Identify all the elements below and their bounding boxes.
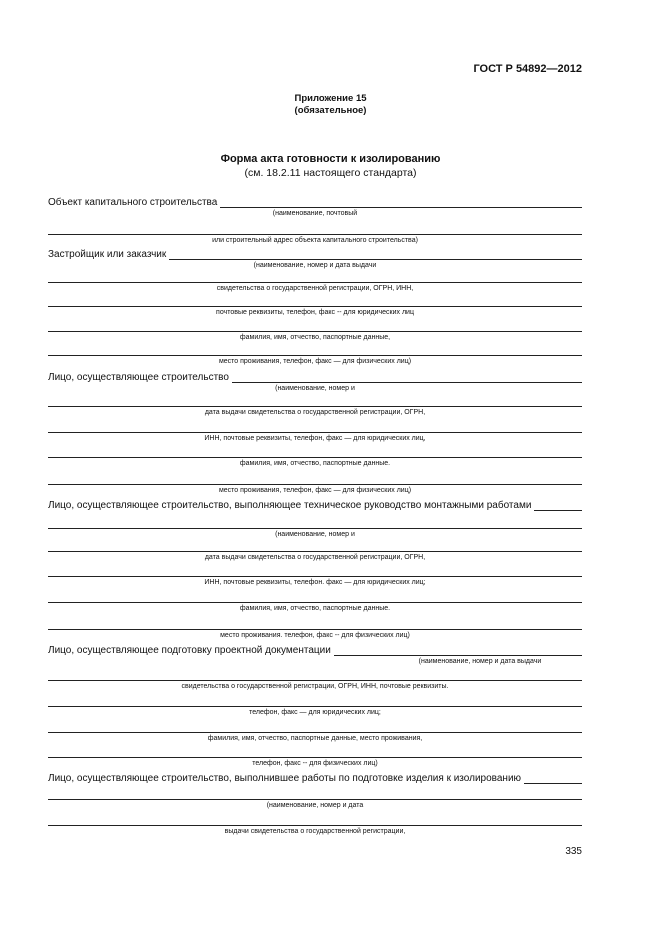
designer-hint-5: телефон, факс -- для физических лиц) [252, 760, 378, 767]
preparer-label: Лицо, осуществляющее строительство, выполнившее работы по подготовке изделия к изолированию [48, 773, 524, 784]
fill-line [48, 629, 582, 630]
page-number: 335 [565, 846, 582, 857]
preparer-hint-2: выдачи свидетельства о государственной регистрации, [224, 828, 406, 835]
developer-hint-1: (наименование, номер и дата выдачи [253, 262, 377, 269]
developer-hint-4: фамилия, имя, отчество, паспортные данные, [239, 334, 391, 341]
fill-line [48, 757, 582, 758]
developer-hint-5: место проживания, телефон, факс — для физических лиц) [218, 358, 412, 365]
form-subtitle: (см. 18.2.11 настоящего стандарта) [244, 167, 417, 179]
fill-line [48, 306, 582, 307]
builder-hint-4: фамилия, имя, отчество, паспортные данные. [239, 460, 391, 467]
builder-label: Лицо, осуществляющее строительство [48, 372, 232, 383]
fill-line [48, 432, 582, 433]
builder-hint-2: дата выдачи свидетельства о государственной регистрации, ОГРН, [204, 409, 426, 416]
builder-hint-5: место проживания, телефон, факс — для физических лиц) [218, 487, 412, 494]
supervisor-hint-3: ИНН, почтовые реквизиты, телефон. факс — для юридических лиц; [204, 579, 426, 586]
form-title: Форма акта готовности к изолированию [220, 153, 441, 165]
developer-hint-3: почтовые реквизиты, телефон, факс -- для юридических лиц [216, 309, 414, 316]
fill-line [48, 457, 582, 458]
standard-number: ГОСТ Р 54892—2012 [473, 63, 582, 75]
fill-line [48, 406, 582, 407]
object-hint-1: (наименование, почтовый [272, 210, 358, 217]
supervisor-hint-1: (наименование, номер и [275, 531, 355, 538]
fill-line [48, 355, 582, 356]
supervisor-hint-5: место проживания. телефон, факс -- для физических лиц) [220, 632, 410, 639]
designer-hint-1: (наименование, номер и дата выдачи [418, 658, 542, 665]
supervisor-hint-2: дата выдачи свидетельства о государственной регистрации, ОГРН, [204, 554, 426, 561]
builder-hint-1: (наименование, номер и [275, 385, 355, 392]
designer-hint-2: свидетельства о государственной регистрации, ОГРН, ИНН, почтовые реквизиты. [181, 683, 449, 690]
annex-status: (обязательное) [294, 105, 367, 116]
fill-line [48, 799, 582, 800]
developer-label: Застройщик или заказчик [48, 249, 169, 260]
fill-line [48, 576, 582, 577]
fill-line [48, 680, 582, 681]
annex-title: Приложение 15 [294, 93, 367, 104]
supervisor-label: Лицо, осуществляющее строительство, выполняющее техническое руководство монтажными работами [48, 500, 534, 511]
fill-line [48, 234, 582, 235]
fill-line [48, 706, 582, 707]
fill-line [48, 602, 582, 603]
designer-hint-3: телефон, факс — для юридических лиц; [249, 709, 381, 716]
fill-line [48, 331, 582, 332]
designer-label: Лицо, осуществляющее подготовку проектной документации [48, 645, 334, 656]
object-hint-2: или строительный адрес объекта капитального строительства) [212, 237, 418, 244]
supervisor-hint-4: фамилия, имя, отчество, паспортные данные. [239, 605, 391, 612]
fill-line [48, 732, 582, 733]
designer-hint-4: фамилия, имя, отчество, паспортные данные, место проживания, [207, 735, 423, 742]
builder-hint-3: ИНН, почтовые реквизиты, телефон, факс — для юридических лиц, [204, 435, 426, 442]
preparer-hint-1: (наименование, номер и дата [266, 802, 364, 809]
fill-line [48, 528, 582, 529]
fill-line [48, 282, 582, 283]
fill-line [48, 825, 582, 826]
object-label: Объект капитального строительства [48, 197, 220, 208]
fill-line [48, 551, 582, 552]
developer-hint-2: свидетельства о государственной регистрации, ОГРН, ИНН, [216, 285, 414, 292]
fill-line [48, 484, 582, 485]
